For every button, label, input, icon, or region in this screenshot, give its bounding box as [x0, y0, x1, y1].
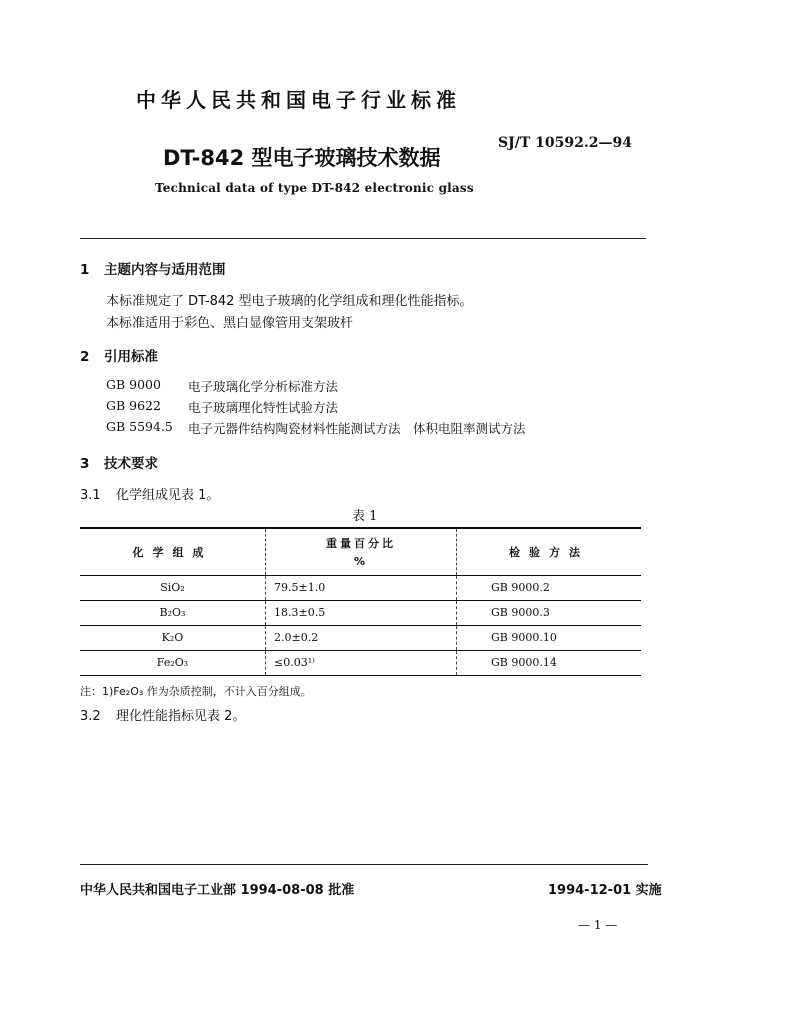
cell-percent: 2.0±0.2 [266, 625, 457, 650]
cell-method: GB 9000.10 [457, 625, 642, 650]
standard-title: DT-842 型电子玻璃技术数据 [163, 146, 441, 170]
cell-component: SiO₂ [160, 581, 185, 594]
table-row [80, 600, 641, 625]
header-weight-percent [266, 528, 457, 575]
table-1-footnote: 注：1)Fe₂O₃ 作为杂质控制，不计入百分组成。 [80, 685, 312, 698]
section-2-heading [80, 345, 158, 365]
section-3-heading [80, 452, 158, 472]
reference-name: 电子元器件结构陶瓷材料性能测试方法 体积电阻率测试方法 [188, 421, 526, 436]
section-3-number: 3 [80, 456, 90, 472]
reference-code: GB 5594.5 [106, 419, 173, 434]
header-test-method: 检验方法 [457, 528, 642, 575]
table-row [80, 650, 641, 675]
header-composition: 化学组成 [132, 545, 213, 559]
chemical-composition-table [80, 527, 641, 676]
section-1-paragraph-1: 本标准规定了 DT-842 型电子玻璃的化学组成和理化性能指标。 [106, 294, 473, 309]
subsection-3-2 [80, 705, 245, 724]
cell-method: GB 9000.14 [457, 650, 642, 675]
subsection-3-1-number: 3.1 [80, 488, 101, 503]
header-divider [80, 238, 646, 239]
section-1-paragraph-2: 本标准适用于彩色、黑白显像管用支架玻杆 [106, 316, 354, 331]
cell-percent: 18.3±0.5 [266, 600, 457, 625]
subsection-3-2-text: 理化性能指标见表 2。 [116, 709, 246, 724]
cell-component: B₂O₃ [159, 606, 186, 619]
cell-component: K₂O [161, 631, 184, 644]
reference-name: 电子玻璃理化特性试验方法 [188, 400, 339, 415]
subsection-3-1-text: 化学组成见表 1。 [116, 488, 220, 503]
table-row [80, 575, 641, 600]
cell-percent: ≤0.03¹⁾ [266, 650, 457, 675]
table-header-row [80, 528, 641, 575]
reference-code: GB 9000 [106, 377, 161, 392]
section-1-heading [80, 258, 226, 278]
cell-component: Fe₂O₃ [156, 656, 189, 669]
cell-percent: 79.5±1.0 [266, 575, 457, 600]
header-weight-percent-unit: % [353, 555, 369, 569]
standard-code: SJ/T 10592.2—94 [498, 135, 632, 151]
header-weight-percent-label: 重量百分比 [326, 537, 396, 551]
footer-divider [80, 864, 648, 865]
section-1-number: 1 [80, 262, 90, 278]
section-2-number: 2 [80, 349, 90, 365]
cell-method: GB 9000.2 [457, 575, 642, 600]
cell-method: GB 9000.3 [457, 600, 642, 625]
issuing-organization: 中华人民共和国电子行业标准 [136, 88, 461, 112]
section-3-title: 技术要求 [104, 456, 158, 472]
effective-date-line: 1994-12-01 实施 [548, 883, 662, 898]
table-row [80, 625, 641, 650]
standard-english-title: Technical data of type DT-842 electronic glass [155, 181, 474, 195]
section-2-title: 引用标准 [104, 349, 158, 365]
subsection-3-1 [80, 484, 219, 503]
approval-line: 中华人民共和国电子工业部 1994-08-08 批准 [80, 883, 355, 898]
page-number: — 1 — [578, 918, 618, 932]
reference-name: 电子玻璃化学分析标准方法 [188, 379, 339, 394]
reference-code: GB 9622 [106, 398, 161, 413]
subsection-3-2-number: 3.2 [80, 709, 101, 724]
table-1-caption: 表 1 [352, 509, 378, 524]
section-1-title: 主题内容与适用范围 [104, 262, 226, 278]
